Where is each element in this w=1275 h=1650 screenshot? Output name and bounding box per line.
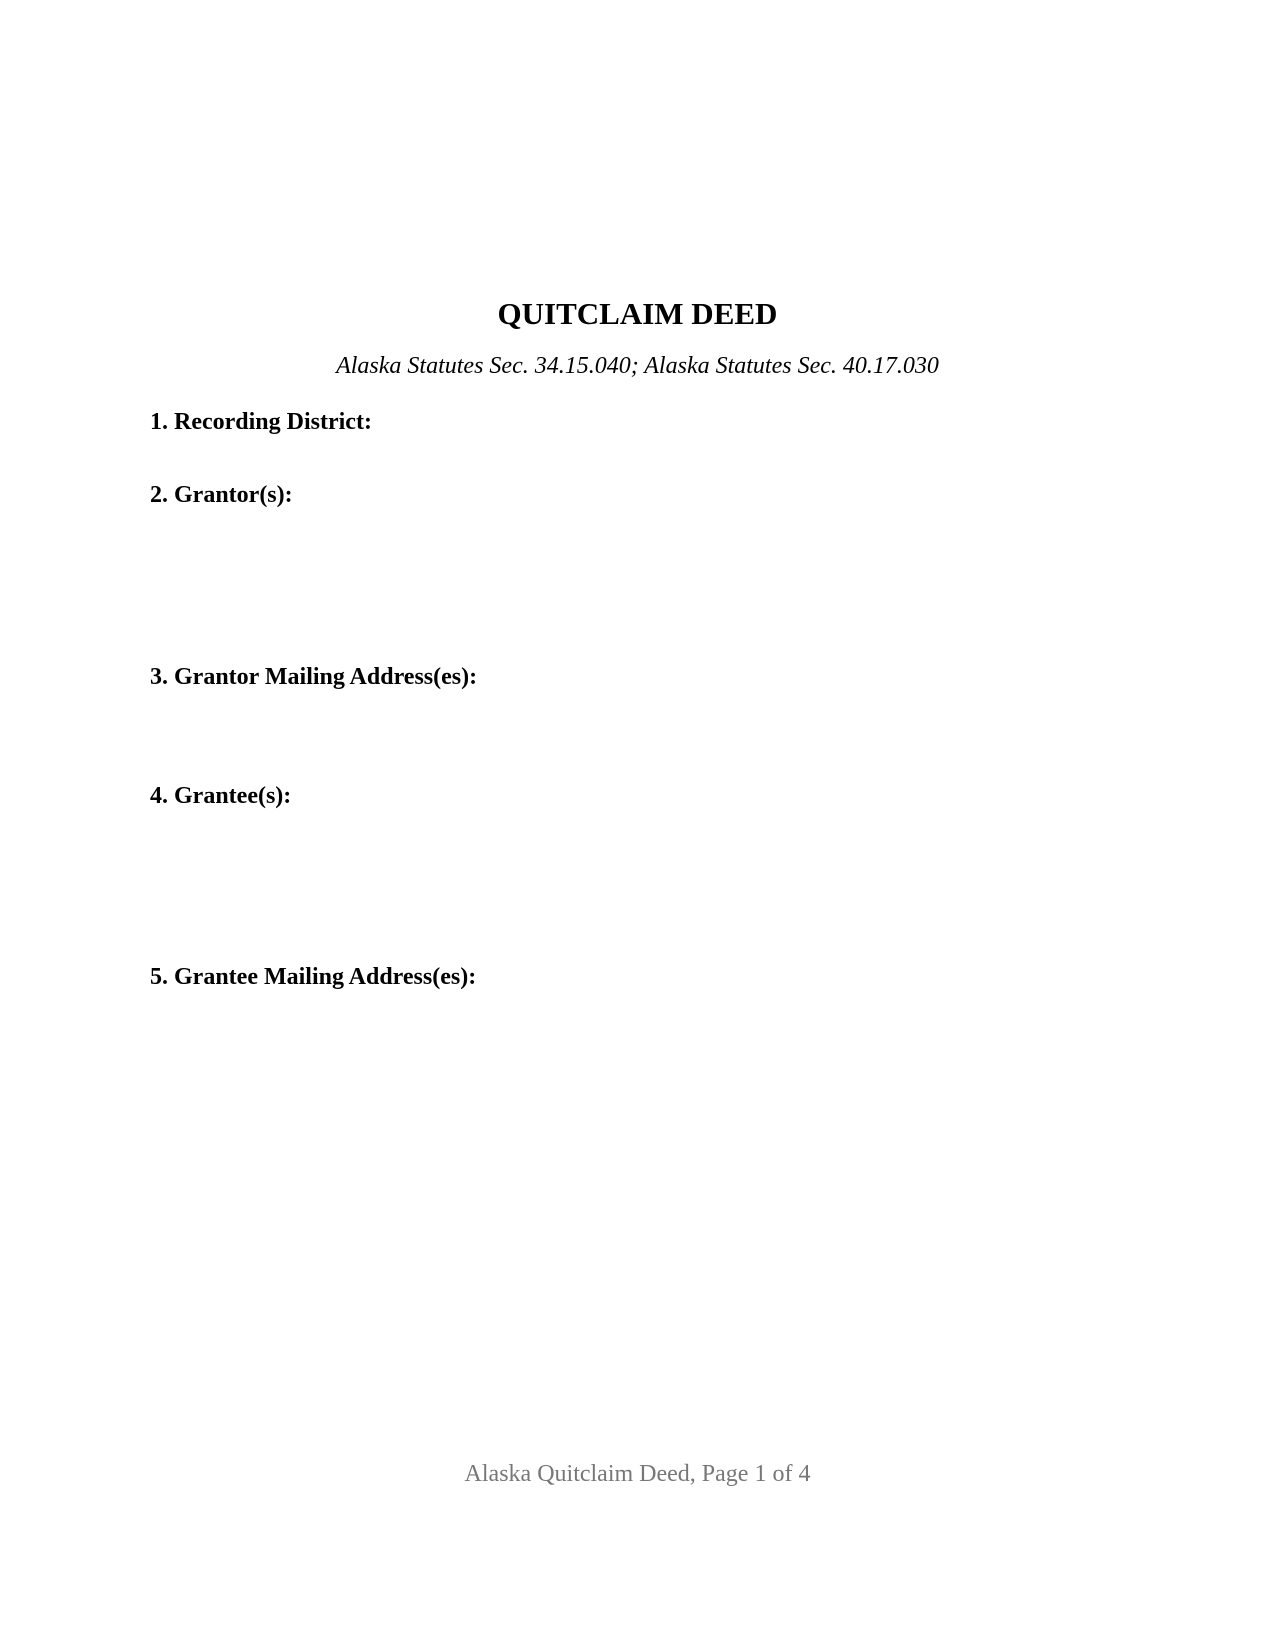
field-label-grantor-mailing-address: 3. Grantor Mailing Address(es):	[150, 664, 478, 690]
field-label-grantees: 4. Grantee(s):	[150, 783, 292, 809]
page-footer: Alaska Quitclaim Deed, Page 1 of 4	[464, 1461, 811, 1487]
document-subtitle: Alaska Statutes Sec. 34.15.040; Alaska Statutes Sec. 40.17.030	[336, 353, 939, 379]
field-label-recording-district: 1. Recording District:	[150, 409, 372, 435]
document-title: QUITCLAIM DEED	[497, 296, 778, 331]
field-label-grantors: 2. Grantor(s):	[150, 482, 293, 508]
field-label-grantee-mailing-address: 5. Grantee Mailing Address(es):	[150, 964, 477, 990]
